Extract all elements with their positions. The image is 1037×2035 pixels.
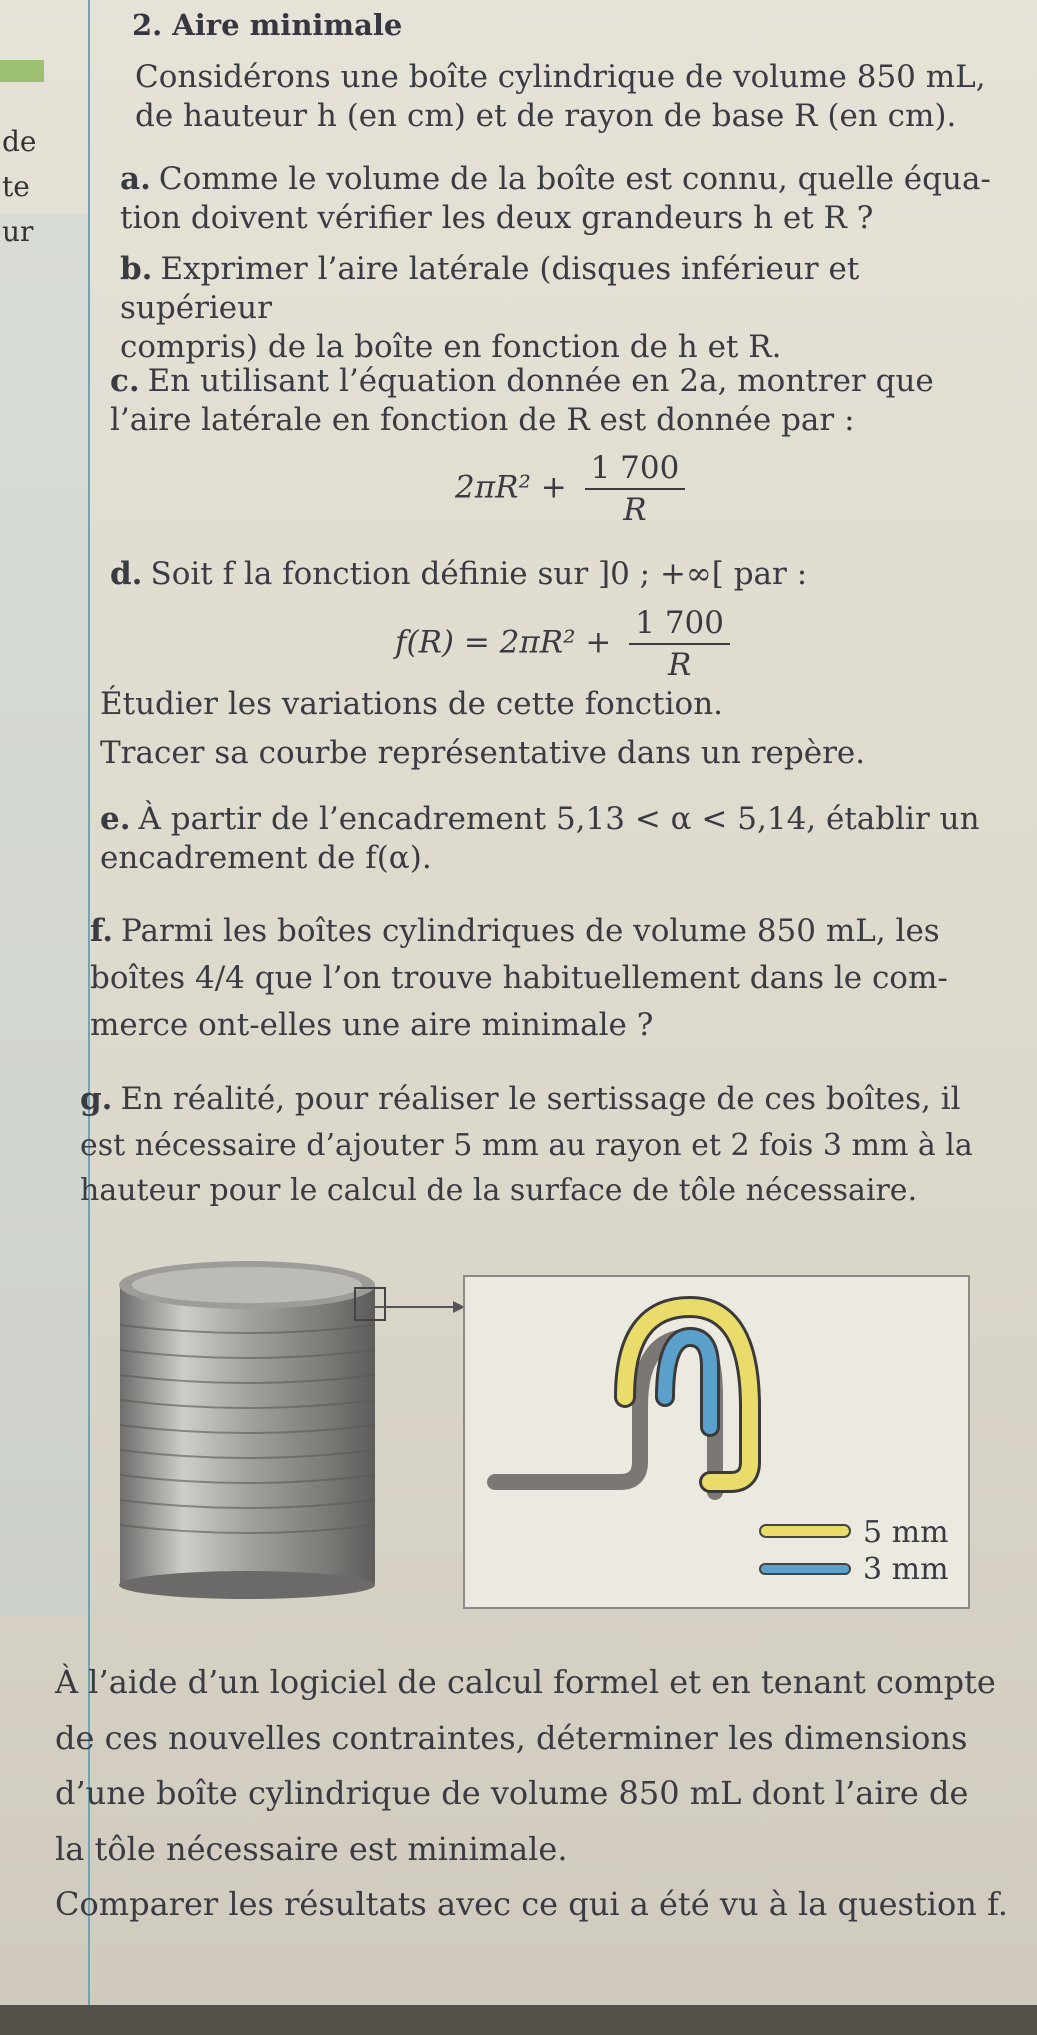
tin-can-illustration xyxy=(110,1255,400,1600)
closing-paragraph xyxy=(55,1662,1015,1926)
page-bottom-edge xyxy=(0,2005,1037,2035)
question-f-label: f. xyxy=(90,913,114,949)
question-b-label: b. xyxy=(120,251,153,287)
intro-line-2: de hauteur h (en cm) et de rayon de base R (en cm). xyxy=(135,97,957,134)
formula-c-fraction xyxy=(585,450,686,528)
question-g-line-2: est nécessaire d’ajouter 5 mm au rayon et 2 fois 3 mm à la xyxy=(80,1127,973,1163)
formula-d-fraction xyxy=(629,605,730,683)
question-d xyxy=(110,555,990,594)
formula-d-denominator: R xyxy=(667,647,692,683)
intro-line-1: Considérons une boîte cylindrique de volume 850 mL, xyxy=(135,59,986,95)
question-d-line-1: Soit f la fonction définie sur ]0 ; +∞[ par : xyxy=(150,556,808,592)
question-a-label: a. xyxy=(120,161,151,197)
question-c xyxy=(110,362,990,440)
margin-word-2: te xyxy=(2,170,30,203)
question-b-line-2: compris) de la boîte en fonction de h et R. xyxy=(120,328,782,365)
legend-yellow-bar xyxy=(760,1525,850,1537)
question-a-line-1: Comme le volume de la boîte est connu, quelle équa- xyxy=(158,161,991,197)
formula-d xyxy=(395,605,730,683)
question-e-line-1: À partir de l’encadrement 5,13 < α < 5,14, établir un xyxy=(138,801,980,837)
question-d-line-2: Étudier les variations de cette fonction. xyxy=(100,686,724,722)
question-e-label: e. xyxy=(100,801,131,837)
question-c-label: c. xyxy=(110,363,140,399)
question-g-line-1: En réalité, pour réaliser le sertissage de ces boîtes, il xyxy=(120,1081,961,1117)
intro-paragraph xyxy=(135,58,1015,136)
legend-5mm: 5 mm xyxy=(863,1515,949,1550)
question-c-line-2: l’aire latérale en fonction de R est donnée par : xyxy=(110,401,855,438)
question-g-line-3: hauteur pour le calcul de la surface de tôle nécessaire. xyxy=(80,1173,918,1209)
margin-tab-marker xyxy=(0,60,44,82)
formula-c-denominator: R xyxy=(623,492,647,528)
question-f-line-2: boîtes 4/4 que l’on trouve habituellement dans le com- xyxy=(90,959,948,996)
margin-word-3: ur xyxy=(2,215,34,248)
question-d-label: d. xyxy=(110,556,143,592)
question-e-line-2: encadrement de f(α). xyxy=(100,839,432,876)
formula-c-left: 2πR² + xyxy=(455,469,567,506)
question-g-label: g. xyxy=(80,1081,113,1117)
question-c-line-1: En utilisant l’équation donnée en 2a, montrer que xyxy=(147,363,934,399)
formula-c-numerator: 1 700 xyxy=(585,450,686,490)
zoom-arrow xyxy=(375,1297,465,1317)
closing-line-2: de ces nouvelles contraintes, déterminer les dimensions xyxy=(55,1718,968,1757)
exercise-title: Aire minimale xyxy=(172,8,403,42)
question-a-line-2: tion doivent vérifier les deux grandeurs h et R ? xyxy=(120,199,874,236)
exercise-title-row xyxy=(132,8,1012,42)
closing-line-3: d’une boîte cylindrique de volume 850 mL dont l’aire de xyxy=(55,1774,969,1813)
question-f-line-3: merce ont-elles une aire minimale ? xyxy=(90,1006,654,1043)
question-a xyxy=(120,160,1000,238)
question-f-line-1: Parmi les boîtes cylindriques de volume 850 mL, les xyxy=(121,913,940,949)
crimp-detail-box xyxy=(463,1275,970,1609)
legend-blue-bar xyxy=(760,1564,850,1574)
margin-shading xyxy=(0,215,88,1615)
formula-d-left: f(R) = 2πR² + xyxy=(395,624,612,661)
closing-line-4: la tôle nécessaire est minimale. xyxy=(55,1829,568,1868)
question-d-continued xyxy=(100,685,980,773)
question-g xyxy=(80,1080,1005,1210)
margin-word-1: de xyxy=(2,125,37,158)
closing-line-1: À l’aide d’un logiciel de calcul formel et en tenant compte xyxy=(55,1663,996,1701)
legend-3mm: 3 mm xyxy=(863,1552,949,1587)
closing-line-5: Comparer les résultats avec ce qui a été vu à la question f. xyxy=(55,1885,1008,1924)
question-f xyxy=(90,912,970,1044)
question-b-line-1: Exprimer l’aire latérale (disques inférieur et supérieur xyxy=(120,251,860,326)
formula-c xyxy=(455,450,685,528)
formula-d-numerator: 1 700 xyxy=(629,605,730,645)
question-d-line-3: Tracer sa courbe représentative dans un repère. xyxy=(100,734,866,771)
exercise-number: 2. xyxy=(132,8,163,42)
question-e xyxy=(100,800,980,878)
question-b xyxy=(120,250,1000,366)
